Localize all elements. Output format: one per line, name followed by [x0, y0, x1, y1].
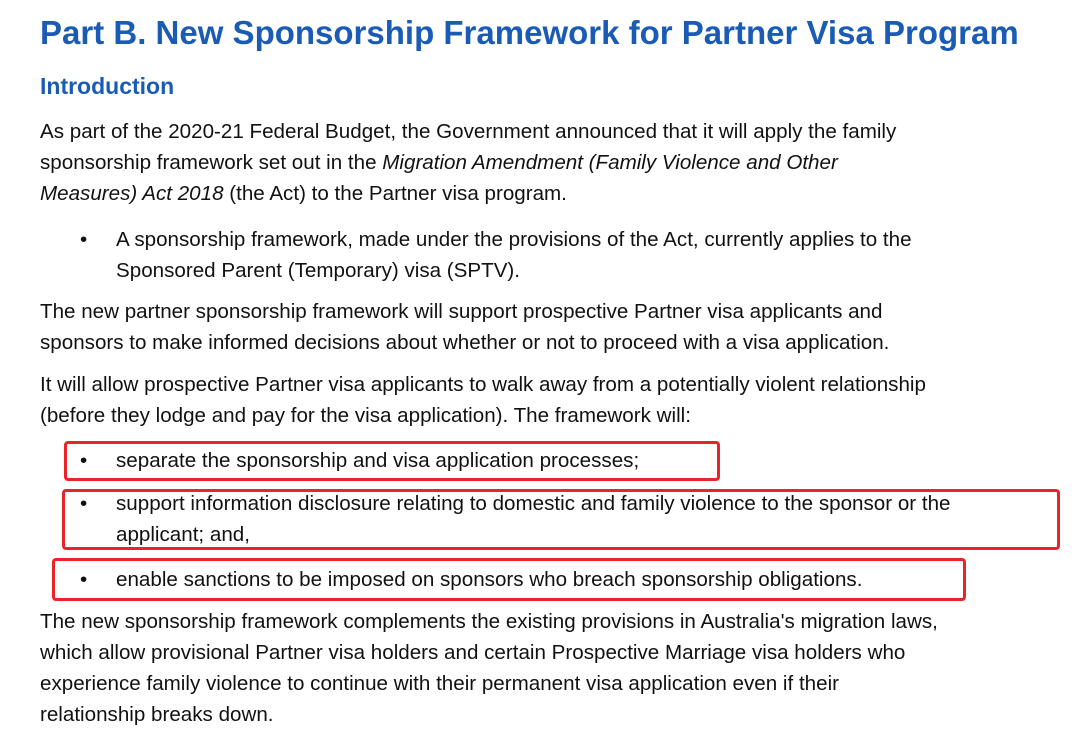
- bullet-line: Sponsored Parent (Temporary) visa (SPTV).: [116, 259, 521, 282]
- bullet-text: separate the sponsorship and visa application processes;: [116, 449, 640, 472]
- bullet-text: enable sanctions to be imposed on sponsors who breach sponsorship obligations.: [116, 568, 863, 591]
- bullet-line: support information disclosure relating to domestic and family violence to the sponsor or the: [116, 492, 951, 515]
- paragraph-line: (before they lodge and pay for the visa application). The framework will:: [40, 404, 691, 427]
- intro-paragraph: [40, 116, 896, 209]
- paragraph-line: experience family violence to continue with their permanent visa application even if their: [40, 672, 840, 695]
- act-title-italic: Migration Amendment (Family Violence and Other: [382, 151, 838, 174]
- paragraph-line: [40, 178, 896, 209]
- bullet-line: applicant; and,: [116, 523, 250, 546]
- complements-paragraph: [40, 606, 938, 730]
- bullet-dot: •: [80, 568, 88, 591]
- paragraph-line: [40, 147, 896, 178]
- bullet-dot: •: [80, 449, 88, 472]
- paragraph-line: sponsors to make informed decisions about whether or not to proceed with a visa application.: [40, 331, 890, 354]
- framework-support-paragraph: [40, 296, 889, 358]
- walk-away-paragraph: [40, 369, 926, 431]
- section-heading: Introduction: [40, 73, 175, 99]
- paragraph-line: The new sponsorship framework complements the existing provisions in Australia's migration laws,: [40, 610, 938, 633]
- paragraph-line: relationship breaks down.: [40, 703, 274, 726]
- bullet-line: A sponsorship framework, made under the provisions of the Act, currently applies to the: [116, 228, 912, 251]
- paragraph-line: which allow provisional Partner visa holders and certain Prospective Marriage visa holders who: [40, 641, 906, 664]
- bullet-text: [116, 488, 950, 550]
- paragraph-line: It will allow prospective Partner visa applicants to walk away from a potentially violent relationship: [40, 373, 926, 396]
- paragraph-line: As part of the 2020-21 Federal Budget, the Government announced that it will apply the family: [40, 120, 897, 143]
- bullet-dot: •: [80, 228, 88, 251]
- page-title: Part B. New Sponsorship Framework for Partner Visa Program: [40, 14, 1019, 51]
- bullet-text: [116, 224, 912, 286]
- paragraph-text: sponsorship framework set out in the: [40, 151, 383, 174]
- paragraph-text: (the Act) to the Partner visa program.: [223, 182, 567, 205]
- paragraph-line: The new partner sponsorship framework will support prospective Partner visa applicants and: [40, 300, 883, 323]
- act-title-italic: Measures) Act 2018: [40, 182, 224, 205]
- bullet-dot: •: [80, 492, 88, 515]
